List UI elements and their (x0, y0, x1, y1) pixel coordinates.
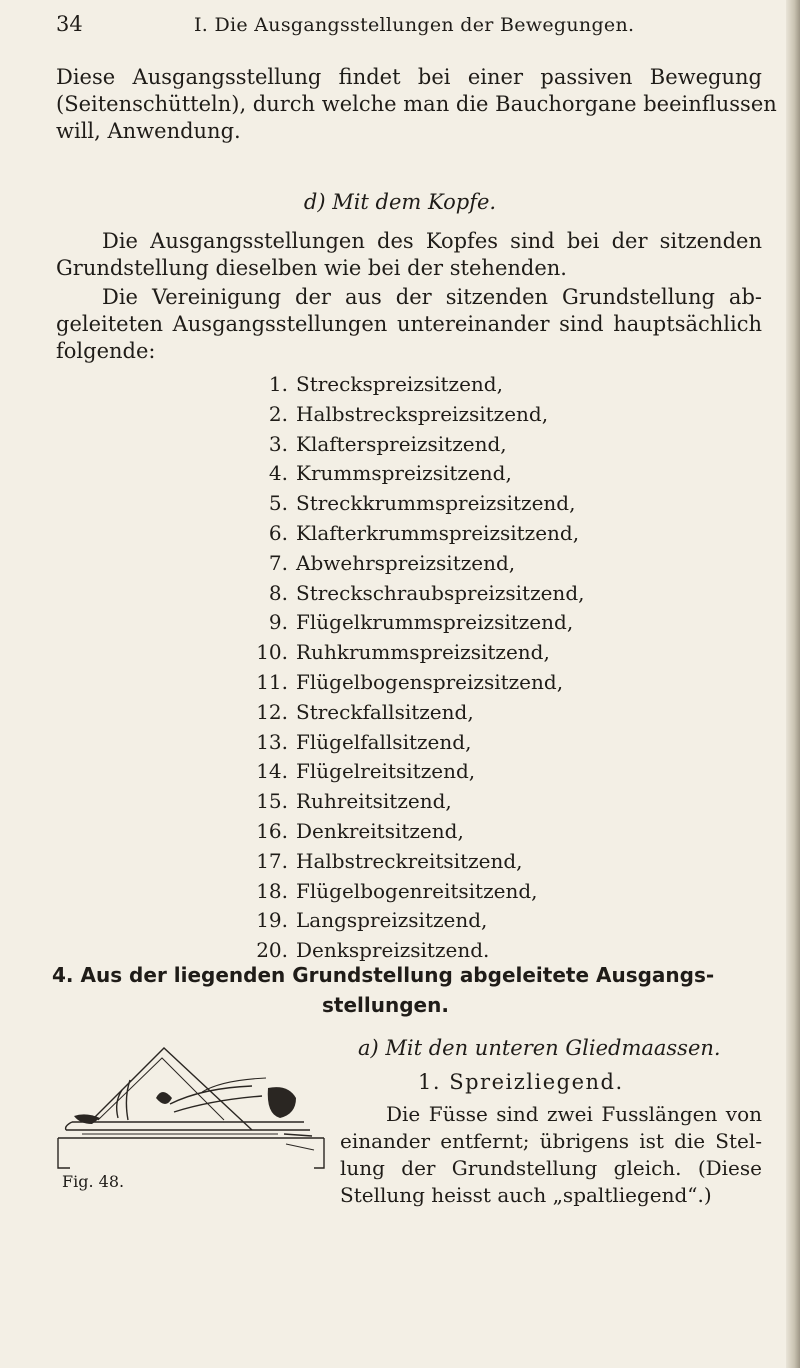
running-title: I. Die Ausgangsstellungen der Bewegungen. (194, 14, 635, 36)
list-text: Ruhreitsitzend, (296, 789, 452, 814)
list-text: Halbstreckreitsitzend, (296, 848, 523, 873)
list-text: Langspreizsitzend, (296, 908, 488, 933)
list-item (238, 728, 584, 758)
list-text: Streckkrummspreizsitzend, (296, 491, 576, 516)
list-number: 17. (256, 848, 288, 873)
list-item (238, 757, 584, 787)
list-number: 20. (256, 938, 288, 963)
list-text: Flügelkrummspreizsitzend, (296, 610, 574, 635)
section-4-heading-line2: stellungen. (322, 993, 449, 1017)
list-text: Streckschraubspreizsitzend, (296, 580, 585, 605)
paragraph-3 (56, 284, 762, 365)
page-header (56, 12, 756, 48)
list-number: 9. (268, 610, 288, 635)
subsection-1-heading: 1. Spreizliegend. (418, 1070, 624, 1094)
list-item (238, 489, 584, 519)
list-text: Krummspreizsitzend, (296, 461, 512, 486)
list-text: Flügelfallsitzend, (296, 729, 472, 754)
list-item (238, 847, 584, 877)
list-number: 19. (256, 908, 288, 933)
list-item (238, 638, 584, 668)
text-line: Die Ausgangsstellungen des Kopfes sind bei der sitzenden (102, 229, 762, 253)
list-item (238, 549, 584, 579)
section-4-heading-line1: 4. Aus der liegenden Grundstellung abgeleitete Ausgangs- (52, 963, 715, 987)
text-line: Diese Ausgangsstellung findet bei einer passiven Bewegung (56, 65, 762, 89)
list-item (238, 787, 584, 817)
list-number: 10. (256, 640, 288, 665)
list-item (238, 817, 584, 847)
list-number: 16. (256, 818, 288, 843)
figure-caption: Fig. 48. (62, 1172, 125, 1191)
list-number: 2. (268, 401, 288, 426)
list-text: Klafterkrummspreizsitzend, (296, 520, 580, 545)
list-text: Halbstreckspreizsitzend, (296, 401, 549, 426)
position-list (238, 370, 584, 966)
text-line: folgende: (56, 339, 156, 363)
list-number: 12. (256, 699, 288, 724)
text-line: einander entfernt; übrigens ist die Stel- (340, 1129, 762, 1153)
list-number: 6. (268, 520, 288, 545)
list-item (238, 668, 584, 698)
text-line: Die Vereinigung der aus der sitzenden Grundstellung ab- (102, 285, 762, 309)
list-text: Denkreitsitzend, (296, 818, 464, 843)
subsection-a-heading: a) Mit den unteren Gliedmaassen. (358, 1036, 721, 1060)
list-number: 8. (268, 580, 288, 605)
list-item (238, 370, 584, 400)
list-number: 7. (268, 550, 288, 575)
text-line: will, Anwendung. (56, 119, 241, 143)
list-number: 3. (268, 431, 288, 456)
text-line: geleiteten Ausgangsstellungen untereinander sind hauptsächlich (56, 312, 762, 336)
list-number: 13. (256, 729, 288, 754)
section-heading-d: d) Mit dem Kopfe. (303, 190, 497, 214)
list-text: Abwehrspreizsitzend, (296, 550, 516, 575)
list-number: 15. (256, 789, 288, 814)
list-text: Ruhkrummspreizsitzend, (296, 640, 550, 665)
list-text: Flügelbogenspreizsitzend, (296, 669, 564, 694)
text-line: Grundstellung dieselben wie bei der stehenden. (56, 256, 567, 280)
list-item (238, 698, 584, 728)
list-text: Klafterspreizsitzend, (296, 431, 507, 456)
list-item (238, 459, 584, 489)
page-number: 34 (56, 12, 83, 36)
list-text: Flügelreitsitzend, (296, 759, 476, 784)
figure-paragraph (340, 1101, 762, 1209)
list-text: Streckfallsitzend, (296, 699, 474, 724)
list-text: Denkspreizsitzend. (296, 938, 490, 963)
list-item (238, 430, 584, 460)
list-number: 14. (256, 759, 288, 784)
list-number: 1. (268, 372, 288, 396)
list-number: 4. (268, 461, 288, 486)
paragraph-2 (56, 228, 762, 282)
text-line: Die Füsse sind zwei Fusslängen von (386, 1102, 762, 1126)
list-item (238, 400, 584, 430)
text-line: (Seitenschütteln), durch welche man die Bauchorgane beeinflussen (56, 92, 777, 116)
list-text: Flügelbogenreitsitzend, (296, 878, 538, 903)
list-number: 5. (268, 491, 288, 516)
list-item (238, 906, 584, 936)
list-item (238, 519, 584, 549)
section-4-heading (52, 960, 714, 1020)
list-item (238, 579, 584, 609)
list-text: Streckspreizsitzend, (296, 372, 503, 396)
list-item (238, 608, 584, 638)
list-number: 11. (256, 669, 288, 694)
list-number: 18. (256, 878, 288, 903)
text-line: Stellung heisst auch „spaltliegend“.) (340, 1183, 712, 1207)
paragraph-1 (56, 64, 777, 145)
list-item (238, 877, 584, 907)
text-line: lung der Grundstellung gleich. (Diese (340, 1156, 762, 1180)
